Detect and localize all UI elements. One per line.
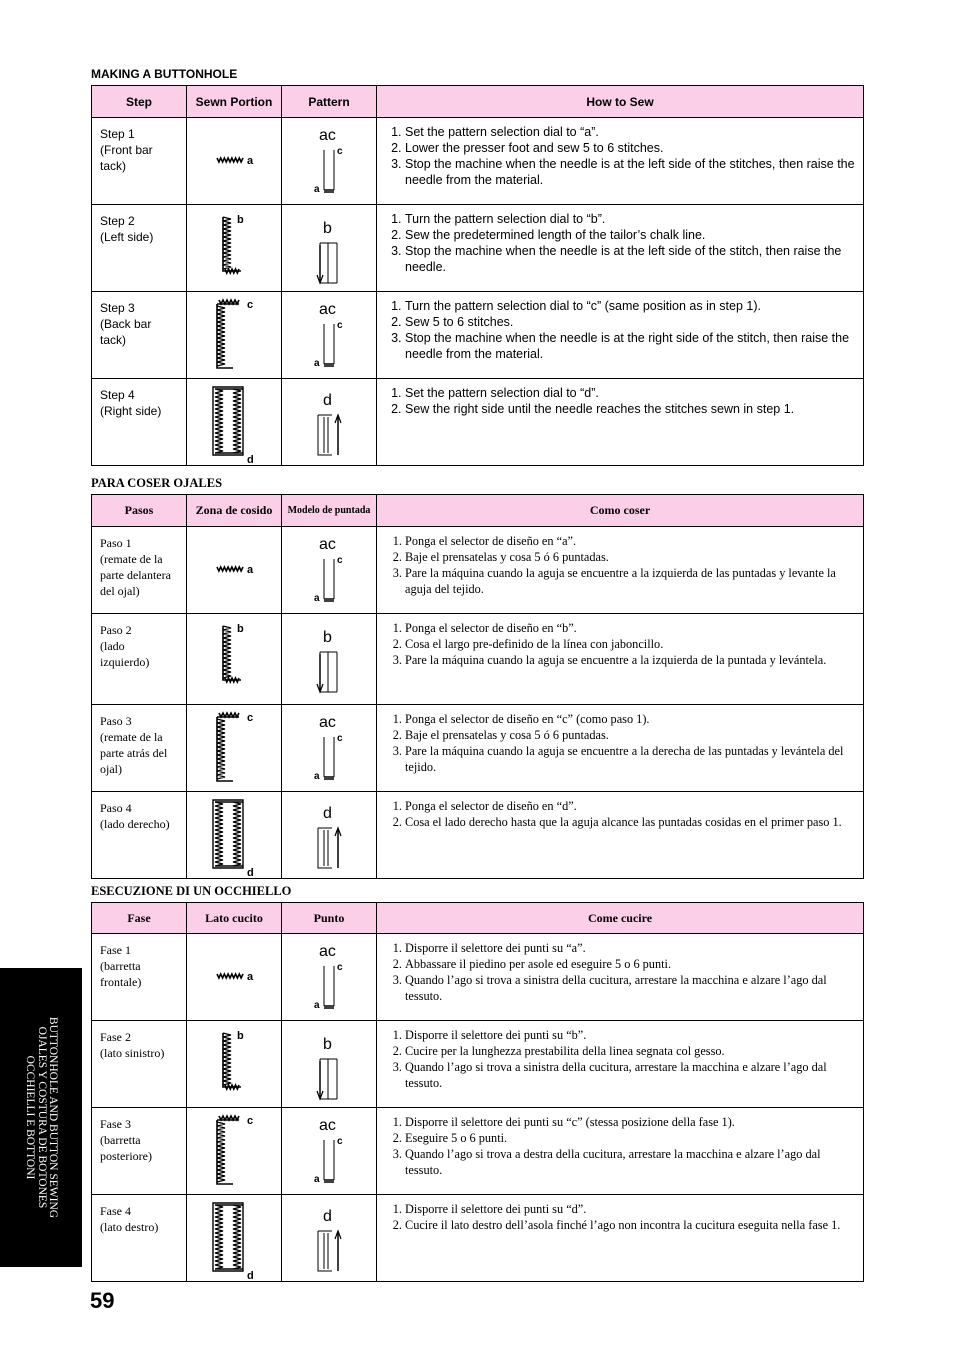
column-header: Fase (92, 903, 187, 934)
instruction-item: 1. Set the pattern selection dial to “a”. (405, 124, 855, 140)
sewn-portion-cell (187, 1108, 282, 1195)
side-tab-text (0, 968, 82, 1267)
pattern-cell (282, 705, 377, 792)
sewn-portion-cell (187, 527, 282, 614)
table-row (92, 614, 864, 705)
instruction-item: 2. Sew 5 to 6 stitches. (405, 314, 855, 330)
pattern-label-d: d (323, 805, 332, 822)
table-row (92, 1195, 864, 1282)
step-label-line: Fase 2 (100, 1030, 131, 1044)
sewn-letter-c: c (247, 1115, 254, 1127)
table-header-row (92, 495, 864, 527)
instruction-list (377, 792, 863, 830)
step-label-line: Paso 1 (100, 536, 132, 550)
top-bar-stitches (219, 1116, 239, 1120)
left-side-stitches (215, 802, 223, 866)
instruction-item: 1. Set the pattern selection dial to “d”. (405, 385, 855, 401)
pattern-guide-lines (324, 324, 334, 364)
section-title-spanish: PARA COSER OJALES (91, 476, 223, 490)
pattern-letter-c: c (337, 962, 343, 973)
instruction-list (377, 527, 863, 597)
step-cell (92, 1108, 187, 1195)
step-label-line: parte delantera (100, 568, 171, 582)
instruction-item: 2. Abbassare il piedino per asole ed eseguire 5 o 6 punti. (405, 956, 855, 972)
pattern-guide-lines (324, 1140, 334, 1180)
sewn-letter-a: a (247, 971, 254, 983)
sewn-portion-c-diagram (187, 705, 282, 791)
pattern-letter-c: c (337, 146, 343, 157)
pattern-ac-diagram (282, 292, 377, 378)
pattern-label-ac: ac (319, 301, 336, 318)
column-header: Modelo de puntada (282, 495, 377, 527)
pattern-cell (282, 934, 377, 1021)
sewn-letter-c: c (247, 712, 254, 724)
instructions-cell (377, 379, 864, 466)
side-tab (0, 968, 82, 1267)
table-row (92, 205, 864, 292)
buttonhole-table-3 (91, 902, 864, 1282)
instruction-list (377, 379, 863, 417)
pattern-ac-diagram (282, 118, 377, 204)
instruction-item: 1. Disporre il selettore dei punti su “b”. (405, 1027, 855, 1043)
sewn-letter-d: d (247, 454, 254, 465)
instruction-item: 3. Stop the machine when the needle is at the left side of the stitch, then raise the needle. (405, 243, 855, 275)
instruction-item: 2. Cucire il lato destro dell’asola finché l’ago non incontra la cucitura eseguita nella fase 1. (405, 1217, 855, 1233)
sewn-portion-a-diagram (187, 934, 282, 1020)
pattern-b-diagram (282, 614, 377, 700)
step-label-line: (lado derecho) (100, 817, 170, 831)
left-side-stitches (217, 1122, 225, 1182)
pattern-ac-diagram (282, 705, 377, 791)
pattern-label-ac: ac (319, 943, 336, 960)
instructions-cell (377, 527, 864, 614)
bar-tack-stitches (217, 158, 243, 162)
instruction-item: 3. Stop the machine when the needle is at the left side of the stitches, then raise the needle from the material. (405, 156, 855, 188)
instruction-list (377, 1195, 863, 1233)
step-label-line: (lado (100, 639, 125, 653)
instruction-item: 1. Turn the pattern selection dial to “c” (same position as in step 1). (405, 298, 855, 314)
pattern-guide-lines (324, 150, 334, 190)
left-side-stitches (223, 217, 231, 269)
right-side-stitches (233, 802, 241, 866)
sewn-portion-cell (187, 705, 282, 792)
step-label-line: (remate de la (100, 730, 163, 744)
instruction-item: 2. Sew the right side until the needle reaches the stitches sewn in step 1. (405, 401, 855, 417)
sewn-letter-a: a (247, 564, 254, 576)
step-label (92, 205, 186, 245)
pattern-d-diagram (282, 379, 377, 465)
table-row (92, 118, 864, 205)
pattern-bottom-bars (324, 1180, 334, 1182)
instruction-list (377, 614, 863, 668)
pattern-outline (318, 415, 332, 455)
pattern-bottom-bars (324, 190, 334, 192)
step-label (92, 118, 186, 174)
pattern-d-diagram (282, 792, 377, 878)
sewn-letter-d: d (247, 867, 254, 878)
step-label (92, 705, 186, 777)
pattern-guide-lines (324, 966, 334, 1006)
step-label-line: (Right side) (100, 404, 162, 418)
side-tab-line-2: OJALES Y COSTURA DE BOTONES (35, 1026, 48, 1209)
sewn-portion-b-diagram (187, 614, 282, 700)
step-label-line: (Back bar (100, 317, 152, 331)
step-cell (92, 379, 187, 466)
sewn-portion-cell (187, 614, 282, 705)
step-label-line: parte atrás del (100, 746, 168, 760)
pattern-label-d: d (323, 392, 332, 409)
left-side-stitches (217, 306, 225, 366)
step-label-line: posteriore) (100, 1149, 152, 1163)
step-label-line: Fase 3 (100, 1117, 131, 1131)
step-label (92, 292, 186, 348)
step-label-line: (Left side) (100, 230, 154, 244)
pattern-cell (282, 379, 377, 466)
sewn-portion-b-diagram (187, 205, 282, 291)
instructions-cell (377, 934, 864, 1021)
step-label-line: Paso 4 (100, 801, 132, 815)
instruction-list (377, 1108, 863, 1178)
sewn-portion-d-diagram (187, 379, 282, 465)
instructions-cell (377, 292, 864, 379)
instruction-item: 3. Pare la máquina cuando la aguja se encuentre a la izquierda de las puntadas y levante la aguja del tejido. (405, 565, 855, 597)
instruction-item: 2. Cucire per la lunghezza prestabilita della linea segnata col gesso. (405, 1043, 855, 1059)
table-header-row (92, 903, 864, 934)
instructions-cell (377, 118, 864, 205)
bar-tack-stitches (217, 567, 243, 571)
table-row (92, 1108, 864, 1195)
section-title-english: MAKING A BUTTONHOLE (91, 67, 238, 81)
instruction-item: 3. Quando l’ago si trova a sinistra della cucitura, arrestare la macchina e alzare l’ago dal tessuto. (405, 972, 855, 1004)
step-cell (92, 1021, 187, 1108)
step-cell (92, 1195, 187, 1282)
left-side-stitches (215, 1205, 223, 1269)
step-label (92, 1195, 186, 1235)
step-cell (92, 614, 187, 705)
pattern-bottom-bars (324, 777, 334, 779)
instruction-item: 1. Disporre il selettore dei punti su “d”. (405, 1201, 855, 1217)
pattern-label-ac: ac (319, 1117, 336, 1134)
pattern-cell (282, 292, 377, 379)
instruction-list (377, 292, 863, 362)
sewn-portion-b-diagram (187, 1021, 282, 1107)
table-header-row (92, 86, 864, 118)
sewn-portion-a-diagram (187, 118, 282, 204)
pattern-letter-a: a (314, 1174, 320, 1185)
pattern-cell (282, 1108, 377, 1195)
sewn-portion-cell (187, 792, 282, 879)
left-side-stitches (223, 1033, 231, 1085)
pattern-letter-c: c (337, 320, 343, 331)
table-row (92, 705, 864, 792)
pattern-b-diagram (282, 1021, 377, 1107)
column-header: Como coser (377, 495, 864, 527)
table-row (92, 292, 864, 379)
column-header: Zona de cosido (187, 495, 282, 527)
section-title-italian: ESECUZIONE DI UN OCCHIELLO (91, 884, 292, 898)
sewn-portion-c-diagram (187, 1108, 282, 1194)
page-number: 59 (90, 1288, 115, 1313)
instruction-item: 3. Quando l’ago si trova a destra della cucitura, arrestare la macchina e alzare l’ago dal tessuto. (405, 1146, 855, 1178)
instruction-item: 3. Stop the machine when the needle is at the right side of the stitch, then raise the needle from the material. (405, 330, 855, 362)
sewn-portion-d-diagram (187, 792, 282, 878)
pattern-ac-diagram (282, 1108, 377, 1194)
step-label-line: tack) (100, 159, 127, 173)
bar-tack-stitches (217, 974, 243, 978)
instruction-item: 3. Pare la máquina cuando la aguja se encuentre a la izquierda de la puntada y levántela. (405, 652, 855, 668)
step-label-line: ojal) (100, 762, 122, 776)
instruction-item: 2. Cosa el largo pre-definido de la línea con jaboncillo. (405, 636, 855, 652)
instructions-cell (377, 705, 864, 792)
pattern-cell (282, 1195, 377, 1282)
sewn-letter-a: a (247, 155, 254, 167)
step-label-line: Fase 4 (100, 1204, 131, 1218)
sewn-portion-cell (187, 118, 282, 205)
column-header: Lato cucito (187, 903, 282, 934)
step-cell (92, 118, 187, 205)
pattern-cell (282, 614, 377, 705)
instruction-list (377, 934, 863, 1004)
step-label-line: Step 1 (100, 127, 135, 141)
sewn-letter-b: b (237, 214, 244, 226)
pattern-outline (318, 828, 332, 868)
sewn-portion-cell (187, 379, 282, 466)
sewn-portion-cell (187, 205, 282, 292)
side-tab-line-3: OCCHIELLI E BOTTONI (24, 1055, 37, 1180)
pattern-d-diagram (282, 1195, 377, 1281)
column-header: Punto (282, 903, 377, 934)
step-label-line: Fase 1 (100, 943, 131, 957)
pattern-label-ac: ac (319, 714, 336, 731)
pattern-letter-a: a (314, 771, 320, 782)
pattern-label-d: d (323, 1208, 332, 1225)
pattern-letter-a: a (314, 593, 320, 604)
step-label (92, 1021, 186, 1061)
instruction-item: 2. Sew the predetermined length of the tailor’s chalk line. (405, 227, 855, 243)
pattern-label-b: b (323, 1036, 332, 1053)
step-label-line: Step 2 (100, 214, 135, 228)
step-label-line: Step 4 (100, 388, 135, 402)
pattern-bottom-bars (324, 364, 334, 366)
sewn-portion-cell (187, 1021, 282, 1108)
step-label-line: (Front bar (100, 143, 153, 157)
left-side-stitches (217, 719, 225, 779)
instruction-list (377, 118, 863, 188)
pattern-label-ac: ac (319, 536, 336, 553)
instructions-cell (377, 614, 864, 705)
sewn-letter-b: b (237, 623, 244, 635)
step-cell (92, 934, 187, 1021)
instructions-cell (377, 205, 864, 292)
pattern-bottom-bars (324, 1006, 334, 1008)
pattern-guide-lines (324, 737, 334, 777)
pattern-bottom-bars (324, 599, 334, 601)
top-bar-stitches (219, 713, 239, 717)
pattern-ac-diagram (282, 527, 377, 613)
step-cell (92, 205, 187, 292)
column-header: Pasos (92, 495, 187, 527)
step-label-line: izquierdo) (100, 655, 150, 669)
top-bar-stitches (219, 300, 239, 304)
step-cell (92, 792, 187, 879)
pattern-label-b: b (323, 220, 332, 237)
side-tab-line-1: BUTTONHOLE AND BUTTON SEWING (47, 1016, 60, 1219)
step-label (92, 792, 186, 832)
table-row (92, 1021, 864, 1108)
instruction-item: 3. Pare la máquina cuando la aguja se encuentre a la derecha de las puntadas y levántela del tejido. (405, 743, 855, 775)
step-label-line: (remate de la (100, 552, 163, 566)
sewn-letter-c: c (247, 299, 254, 311)
sewn-portion-d-diagram (187, 1195, 282, 1281)
step-label-line: (lato sinistro) (100, 1046, 165, 1060)
step-label-line: (barretta (100, 959, 141, 973)
sewn-portion-cell (187, 1195, 282, 1282)
column-header: Sewn Portion (187, 86, 282, 118)
step-cell (92, 292, 187, 379)
step-label-line: (barretta (100, 1133, 141, 1147)
table-row (92, 379, 864, 466)
instruction-item: 3. Quando l’ago si trova a sinistra della cucitura, arrestare la macchina e alzare l’ago dal tessuto. (405, 1059, 855, 1091)
buttonhole-table-1 (91, 85, 864, 466)
column-header: Step (92, 86, 187, 118)
step-label (92, 614, 186, 670)
sewn-portion-cell (187, 934, 282, 1021)
instructions-cell (377, 792, 864, 879)
right-side-stitches (233, 389, 241, 453)
instruction-list (377, 705, 863, 775)
instruction-list (377, 205, 863, 275)
instruction-item: 2. Eseguire 5 o 6 punti. (405, 1130, 855, 1146)
instruction-item: 1. Ponga el selector de diseño en “c” (como paso 1). (405, 711, 855, 727)
step-label-line: Step 3 (100, 301, 135, 315)
step-label (92, 527, 186, 599)
sewn-portion-c-diagram (187, 292, 282, 378)
pattern-cell (282, 527, 377, 614)
step-label-line: tack) (100, 333, 127, 347)
column-header: Come cucire (377, 903, 864, 934)
step-label-line: Paso 2 (100, 623, 132, 637)
pattern-inner-lines (324, 830, 328, 866)
step-label (92, 1108, 186, 1164)
pattern-label-ac: ac (319, 127, 336, 144)
step-label-line: frontale) (100, 975, 142, 989)
pattern-inner-lines (324, 417, 328, 453)
instructions-cell (377, 1108, 864, 1195)
step-label-line: (lato destro) (100, 1220, 159, 1234)
right-side-stitches (233, 1205, 241, 1269)
sewn-portion-a-diagram (187, 527, 282, 613)
instruction-item: 1. Disporre il selettore dei punti su “a”. (405, 940, 855, 956)
instruction-list (377, 1021, 863, 1091)
pattern-letter-c: c (337, 733, 343, 744)
buttonhole-table-2 (91, 494, 864, 879)
step-cell (92, 527, 187, 614)
step-label-line: Paso 3 (100, 714, 132, 728)
pattern-inner-lines (324, 1233, 328, 1269)
pattern-label-b: b (323, 629, 332, 646)
pattern-cell (282, 1021, 377, 1108)
instruction-item: 1. Ponga el selector de diseño en “d”. (405, 798, 855, 814)
instruction-item: 1. Ponga el selector de diseño en “a”. (405, 533, 855, 549)
sewn-letter-b: b (237, 1030, 244, 1042)
pattern-letter-a: a (314, 184, 320, 195)
step-cell (92, 705, 187, 792)
pattern-letter-c: c (337, 1136, 343, 1147)
step-label-line: del ojal) (100, 584, 140, 598)
left-side-stitches (215, 389, 223, 453)
instruction-item: 2. Lower the presser foot and sew 5 to 6 stitches. (405, 140, 855, 156)
pattern-b-diagram (282, 205, 377, 291)
pattern-cell (282, 792, 377, 879)
instruction-item: 2. Cosa el lado derecho hasta que la aguja alcance las puntadas cosidas en el primer paso 1. (405, 814, 855, 830)
table-row (92, 527, 864, 614)
pattern-cell (282, 118, 377, 205)
step-label (92, 934, 186, 990)
table-row (92, 934, 864, 1021)
instruction-item: 2. Baje el prensatelas y cosa 5 ó 6 puntadas. (405, 549, 855, 565)
column-header: Pattern (282, 86, 377, 118)
left-side-stitches (223, 626, 231, 678)
column-header: How to Sew (377, 86, 864, 118)
pattern-cell (282, 205, 377, 292)
instruction-item: 1. Turn the pattern selection dial to “b”. (405, 211, 855, 227)
pattern-guide-lines (324, 559, 334, 599)
sewn-letter-d: d (247, 1270, 254, 1281)
step-label (92, 379, 186, 419)
pattern-ac-diagram (282, 934, 377, 1020)
pattern-letter-a: a (314, 358, 320, 369)
pattern-outline (318, 1231, 332, 1271)
sewn-portion-cell (187, 292, 282, 379)
instruction-item: 1. Ponga el selector de diseño en “b”. (405, 620, 855, 636)
instruction-item: 2. Baje el prensatelas y cosa 5 ó 6 puntadas. (405, 727, 855, 743)
instructions-cell (377, 1021, 864, 1108)
pattern-letter-c: c (337, 555, 343, 566)
instructions-cell (377, 1195, 864, 1282)
instruction-item: 1. Disporre il selettore dei punti su “c” (stessa posizione della fase 1). (405, 1114, 855, 1130)
table-row (92, 792, 864, 879)
pattern-letter-a: a (314, 1000, 320, 1011)
